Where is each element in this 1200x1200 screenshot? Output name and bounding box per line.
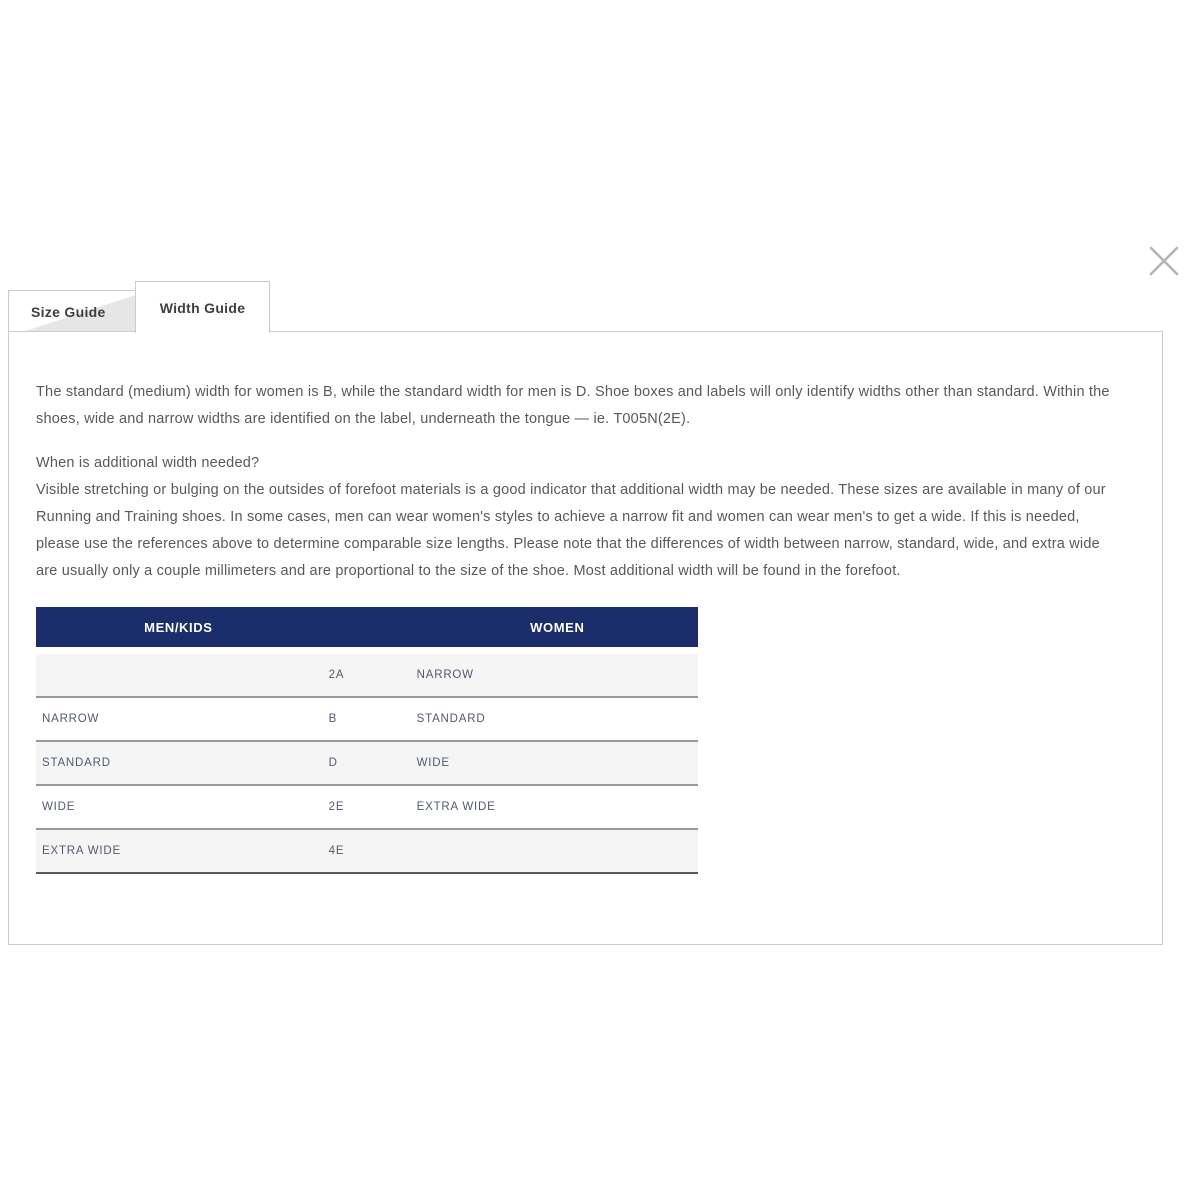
table-header: [36, 607, 698, 647]
table-row: [36, 698, 698, 742]
men-width-cell: NARROW: [42, 713, 100, 725]
women-width-cell: NARROW: [416, 669, 474, 681]
close-button[interactable]: [1143, 240, 1185, 282]
letter-cell: D: [328, 757, 338, 769]
women-width-cell: WIDE: [416, 757, 450, 769]
table-row: [36, 654, 698, 698]
table-row: [36, 786, 698, 830]
close-icon: [1147, 244, 1181, 278]
women-width-cell: STANDARD: [416, 713, 486, 725]
table-row: [36, 742, 698, 786]
men-width-cell: EXTRA WIDE: [42, 845, 121, 857]
tab-width-guide[interactable]: [135, 281, 270, 333]
letter-cell: 2E: [328, 801, 345, 813]
letter-cell: 2A: [328, 669, 345, 681]
section-paragraph: Visible stretching or bulging on the outsides of forefoot materials is a good indicator that additional width may be needed. These sizes are available in many of our Running and Training shoes. In some cases, men can wear women's styles to achieve a narrow fit and women can wear men's to get a wide. If this is needed, please use the references above to determine comparable size lengths. Please note that the differences of width between narrow, standard, wide, and extra wide are usually only a couple millimeters and are proportional to the size of the shoe. Most additional width will be found in the forefoot.: [36, 482, 1106, 579]
width-guide-panel: [8, 331, 1163, 945]
letter-cell: B: [328, 713, 338, 725]
width-table: [36, 607, 698, 874]
header-cell-women: WOMEN: [530, 619, 585, 635]
men-width-cell: WIDE: [42, 801, 76, 813]
tab-width-guide-label: Width Guide: [159, 299, 246, 316]
women-width-cell: EXTRA WIDE: [416, 801, 496, 813]
header-cell-men-kids: MEN/KIDS: [144, 619, 213, 635]
letter-cell: 4E: [328, 845, 345, 857]
table-row: [36, 830, 698, 874]
men-width-cell: STANDARD: [42, 757, 111, 769]
section-heading: When is additional width needed?: [36, 455, 260, 471]
tab-size-guide[interactable]: [8, 290, 135, 332]
intro-paragraph: The standard (medium) width for women is B, while the standard width for men is D. Shoe boxes and labels will only identify widths other than standard. Within the shoes, wide and narrow widths are identified on the label, underneath the tongue — ie. T005N(2E).: [36, 384, 1110, 427]
table-body: [36, 654, 698, 874]
tab-size-guide-label: Size Guide: [31, 303, 106, 320]
